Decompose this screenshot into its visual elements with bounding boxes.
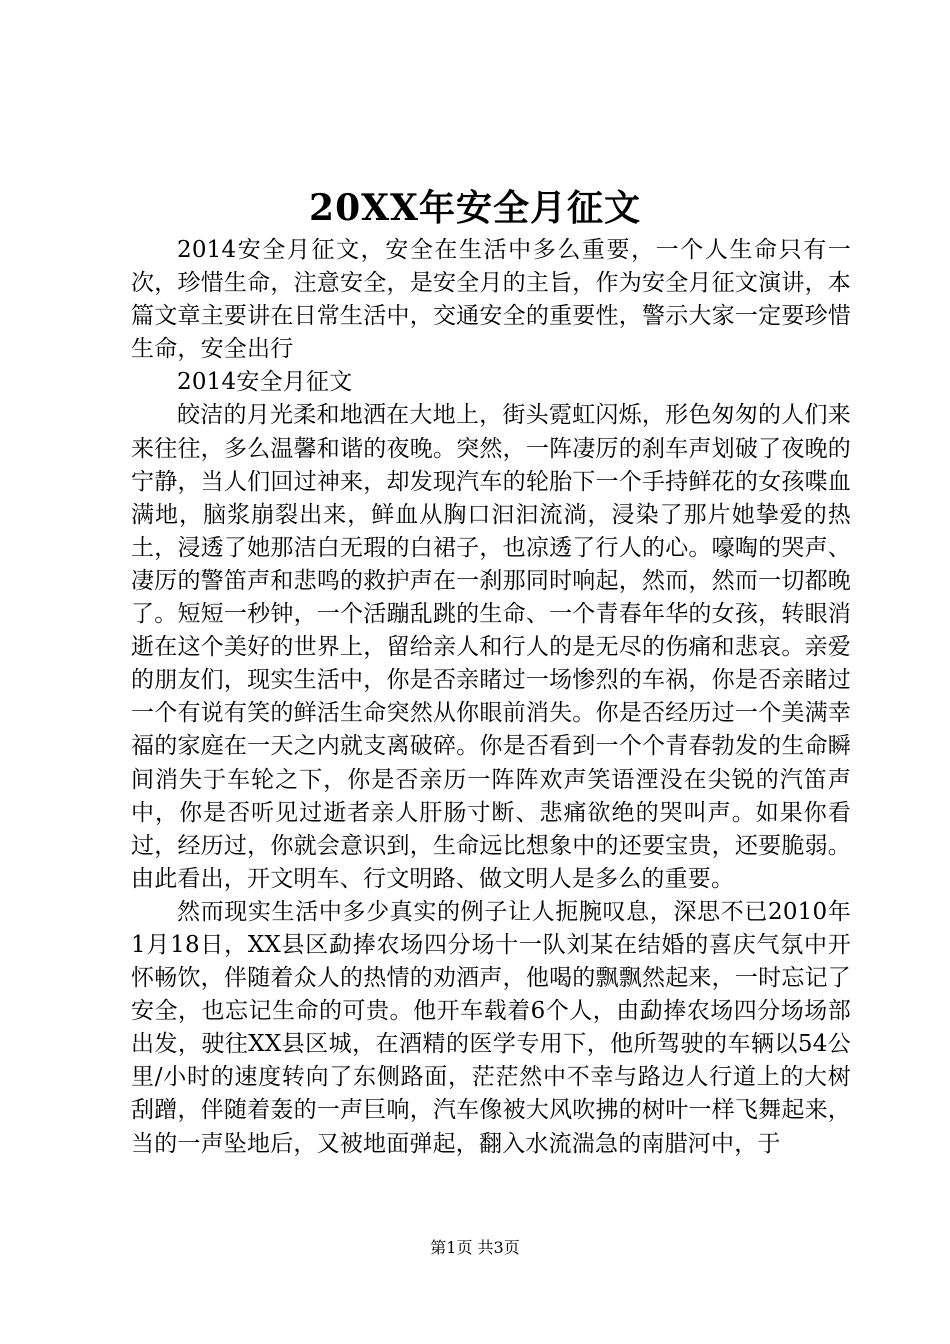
document-title: 20XX年安全月征文 bbox=[309, 187, 641, 229]
paragraph-subheading: 2014安全月征文 bbox=[177, 369, 353, 396]
paragraph-intro: 2014安全月征文，安全在生活中多么重要，一个人生命只有一次，珍惜生命，注意安全，是安全月的主旨，作为安全月征文演讲，本篇文章主要讲在日常生活中，交通安全的重要性，警示大家一定要珍惜生命，安全出行 bbox=[131, 237, 851, 363]
document-body bbox=[131, 234, 851, 1161]
paragraph-story: 皎洁的月光柔和地洒在大地上，街头霓虹闪烁，形色匆匆的人们来来往往，多么温馨和谐的夜晚。突然，一阵凄厉的刹车声划破了夜晚的宁静，当人们回过神来，却发现汽车的轮胎下一个手持鲜花的女孩喋血满地，脑浆崩裂出来，鲜血从胸口汩汩流淌，浸染了那片她挚爱的热土，浸透了她那洁白无瑕的白裙子，也凉透了行人的心。嚎啕的哭声、凄厉的警笛声和悲鸣的救护声在一刹那同时响起，然而，然而一切都晚了。短短一秒钟，一个活蹦乱跳的生命、一个青春年华的女孩，转眼消逝在这个美好的世界上，留给亲人和行人的是无尽的伤痛和悲哀。亲爱的朋友们，现实生活中，你是否亲睹过一场惨烈的车祸，你是否亲睹过一个有说有笑的鲜活生命突然从你眼前消失。你是否经历过一个美满幸福的家庭在一天之内就支离破碎。你是否看到一个个青春勃发的生命瞬间消失于车轮之下，你是否亲历一阵阵欢声笑语湮没在尖锐的汽笛声中，你是否听见过逝者亲人肝肠寸断、悲痛欲绝的哭叫声。如果你看过，经历过，你就会意识到，生命远比想象中的还要宝贵，还要脆弱。由此看出，开文明车、行文明路、做文明人是多么的重要。 bbox=[131, 402, 851, 892]
paragraph-example: 然而现实生活中多少真实的例子让人扼腕叹息，深思不已2010年1月18日，XX县区勐捧农场四分场十一队刘某在结婚的喜庆气氛中开怀畅饮，伴随着众人的热情的劝酒声，他喝的飘飘然起来，一时忘记了安全，也忘记生命的可贵。他开车载着6个人，由勐捧农场四分场场部出发，驶往XX县区城，在酒精的医学专用下，他所驾驶的车辆以54公里/小时的速度转向了东侧路面，茫茫然中不幸与路边人行道上的大树刮蹭，伴随着轰的一声巨响，汽车像被大风吹拂的树叶一样飞舞起来，当的一声坠地后，又被地面弹起，翻入水流湍急的南腊河中，于 bbox=[131, 898, 851, 1157]
page-footer: 第1页 共3页 bbox=[430, 1238, 520, 1257]
